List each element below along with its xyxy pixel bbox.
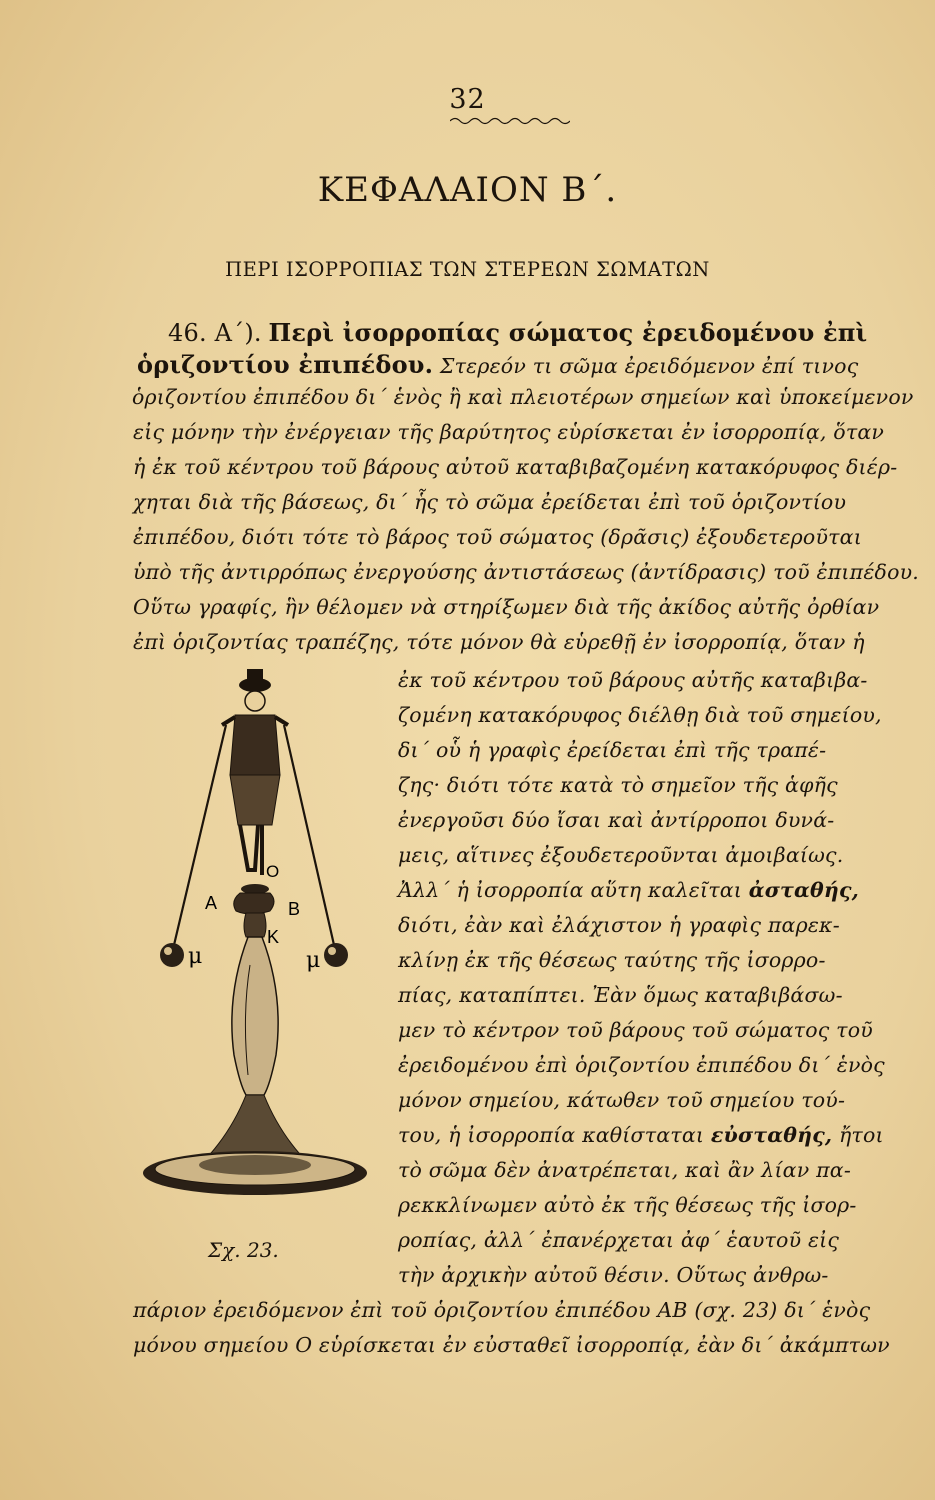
body-line: ἐπὶ ὁριζοντίας τραπέζης, τότε μόνον θὰ εὑρεθῇ ἐν ἰσορροπίᾳ, ὅταν ἡ [133,630,865,654]
label-k: Κ [267,927,280,947]
label-o: Ο [266,862,280,881]
body-text: Ἀλλ΄ ἡ ἰσορροπία αὕτη καλεῖται [398,878,743,902]
body-line [398,1123,884,1147]
body-line: μόνου σημείου Ο εὑρίσκεται ἐν εὐσταθεῖ ἰσορροπίᾳ, ἐὰν δι΄ ἀκάμπτων [133,1333,890,1357]
section-number: 46. Α΄). [168,319,262,347]
body-line: διότι, ἐὰν καὶ ἐλάχιστον ἡ γραφὶς παρεκ- [398,913,840,937]
section-title-cont: ὁριζοντίου ἐπιπέδου. [137,350,434,379]
balancing-toy-illustration [130,665,370,1230]
page-number: 32 [449,84,486,115]
chapter-title: ΚΕΦΑΛΑΙΟΝ Β΄. [317,170,618,210]
body-line: μόνον σημείου, κάτωθεν τοῦ σημείου τού- [398,1088,846,1112]
label-mu-left: μ [188,944,203,969]
body-line: ἡ ἐκ τοῦ κέντρου τοῦ βάρους αὐτοῦ καταβιβαζομένη κατακόρυφος διέρ- [133,455,898,479]
body-line: ζομένη κατακόρυφος διέλθῃ διὰ τοῦ σημείου, [398,703,882,727]
chapter-subtitle: ΠΕΡΙ ΙΣΟΡΡΟΠΙΑΣ ΤΩΝ ΣΤΕΡΕΩΝ ΣΩΜΑΤΩΝ [225,258,710,281]
body-line: ὁριζοντίου ἐπιπέδου δι΄ ἑνὸς ἢ καὶ πλειοτέρων σημείων καὶ ὑποκείμενον [132,385,914,409]
term-astathis: ἀσταθής, [748,878,860,902]
body-line: ἐρειδομένου ἐπὶ ὁριζοντίου ἐπιπέδου δι΄ ἑνὸς [398,1053,885,1077]
body-line: ἐνεργοῦσι δύο ἴσαι καὶ ἀντίρροποι δυνά- [398,808,835,832]
body-line: μεν τὸ κέντρον τοῦ βάρους τοῦ σώματος τοῦ [398,1018,873,1042]
body-line: δι΄ οὗ ἡ γραφὶς ἐρείδεται ἐπὶ τῆς τραπέ- [398,738,827,762]
body-line: ζης· διότι τότε κατὰ τὸ σημεῖον τῆς ἁφῆς [398,773,838,797]
body-line [398,878,859,902]
body-line: μεις, αἵτινες ἐξουδετεροῦνται ἀμοιβαίως. [398,843,844,867]
body-line: πίας, καταπίπτει. Ἐὰν ὅμως καταβιβάσω- [398,983,843,1007]
body-line: εἰς μόνην τὴν ἐνέργειαν τῆς βαρύτητος εὑρίσκεται ἐν ἰσορροπίᾳ, ὅταν [133,420,885,444]
body-line: ροπίας, ἀλλ΄ ἐπανέρχεται ἀφ΄ ἑαυτοῦ εἰς [398,1228,840,1252]
body-text: ἤτοι [838,1123,884,1147]
section-heading-line2 [137,350,858,379]
body-line: ρεκκλίνωμεν αὐτὸ ἐκ τῆς θέσεως τῆς ἰσορ- [398,1193,857,1217]
body-text: του, ἡ ἰσορροπία καθίσταται [398,1123,705,1147]
body-text: Στερεόν τι σῶμα ἐρειδόμενον ἐπί τινος [439,354,859,378]
body-line: ὑπὸ τῆς ἀντιρρόπως ἐνεργούσης ἀντιστάσεως (ἀντίδρασις) τοῦ ἐπιπέδου. [133,560,920,584]
figure-caption: Σχ. 23. [208,1238,279,1262]
label-a: Α [205,893,218,913]
body-line: χηται διὰ τῆς βάσεως, δι΄ ἧς τὸ σῶμα ἐρείδεται ἐπὶ τοῦ ὁριζοντίου [133,490,847,514]
body-line: κλίνῃ ἐκ τῆς θέσεως ταύτης τῆς ἰσορρο- [398,948,826,972]
body-line: πάριον ἐρειδόμενον ἐπὶ τοῦ ὁριζοντίου ἐπιπέδου ΑΒ (σχ. 23) δι΄ ἑνὸς [133,1298,871,1322]
ornamental-rule [450,116,570,126]
body-line: τὸ σῶμα δὲν ἀνατρέπεται, καὶ ἂν λίαν πα- [398,1158,851,1182]
section-heading [168,318,867,347]
term-eustathis: εὐσταθής, [710,1123,833,1147]
label-b: Β [288,899,301,919]
body-line: ἐκ τοῦ κέντρου τοῦ βάρους αὐτῆς καταβιβα- [398,668,868,692]
label-mu-right: μ [306,948,321,973]
body-line: Οὕτω γραφίς, ἣν θέλομεν νὰ στηρίξωμεν διὰ τῆς ἀκίδος αὐτῆς ὀρθίαν [133,595,880,619]
body-line: ἐπιπέδου, διότι τότε τὸ βάρος τοῦ σώματος (δρᾶσις) ἐξουδετεροῦται [133,525,862,549]
section-title: Περὶ ἰσορροπίας σώματος ἐρειδομένου ἐπὶ [268,318,868,347]
body-line: τὴν ἀρχικὴν αὐτοῦ θέσιν. Οὕτως ἀνθρω- [398,1263,829,1287]
